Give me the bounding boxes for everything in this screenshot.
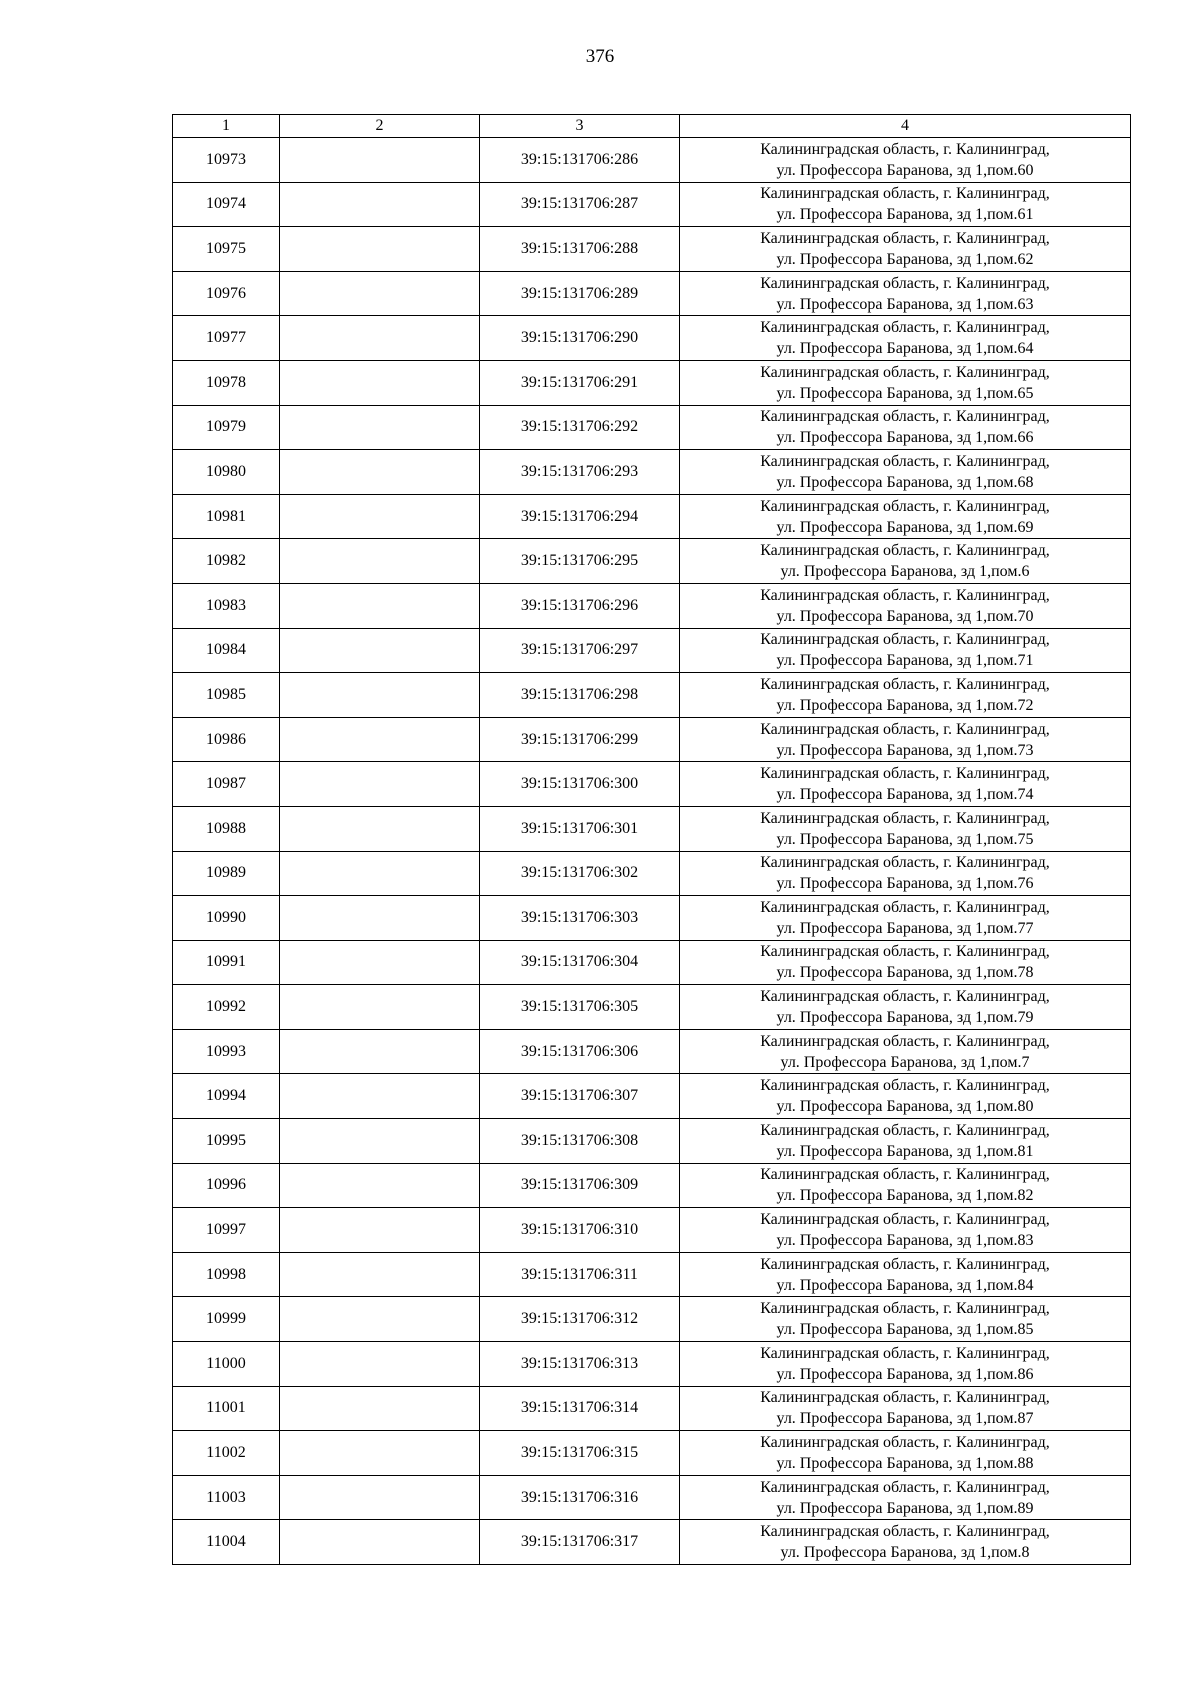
address-line-2: ул. Профессора Баранова, зд 1,пом.69 <box>776 518 1034 536</box>
address-line-2: ул. Профессора Баранова, зд 1,пом.70 <box>776 607 1034 625</box>
row-number-cell: 11002 <box>173 1431 280 1476</box>
address-cell <box>680 1163 1131 1208</box>
address-line-1: Калининградская область, г. Калининград, <box>760 542 1050 560</box>
row-number-cell: 10984 <box>173 628 280 673</box>
address-cell <box>680 940 1131 985</box>
row-number-cell: 10989 <box>173 851 280 896</box>
address-line-1: Калининградская область, г. Калининград, <box>760 140 1050 158</box>
cadastral-number-cell: 39:15:131706:299 <box>480 717 680 762</box>
address-line-2: ул. Профессора Баранова, зд 1,пом.72 <box>776 696 1034 714</box>
address-line-1: Калининградская область, г. Калининград, <box>760 720 1050 738</box>
address-line-2: ул. Профессора Баранова, зд 1,пом.78 <box>776 964 1034 982</box>
address-line-1: Калининградская область, г. Калининград, <box>760 229 1050 247</box>
address-line-2: ул. Профессора Баранова, зд 1,пом.64 <box>776 340 1034 358</box>
cadastral-number-cell: 39:15:131706:311 <box>480 1252 680 1297</box>
cadastral-number-cell: 39:15:131706:309 <box>480 1163 680 1208</box>
address-cell <box>680 1252 1131 1297</box>
cadastral-number-cell: 39:15:131706:294 <box>480 494 680 539</box>
cadastral-number-cell: 39:15:131706:310 <box>480 1208 680 1253</box>
table-row <box>173 896 1131 941</box>
row-number-cell: 10996 <box>173 1163 280 1208</box>
table-row <box>173 851 1131 896</box>
address-cell <box>680 316 1131 361</box>
column-2-cell <box>280 806 480 851</box>
table-row <box>173 940 1131 985</box>
row-number-cell: 10987 <box>173 762 280 807</box>
registry-table <box>172 114 1131 1565</box>
address-line-1: Калининградская область, г. Калининград, <box>760 1255 1050 1273</box>
address-cell <box>680 271 1131 316</box>
row-number-cell: 10999 <box>173 1297 280 1342</box>
row-number-cell: 10982 <box>173 539 280 584</box>
address-line-1: Калининградская область, г. Калининград, <box>760 1478 1050 1496</box>
table-row <box>173 628 1131 673</box>
address-line-2: ул. Профессора Баранова, зд 1,пом.60 <box>776 161 1034 179</box>
cadastral-number-cell: 39:15:131706:317 <box>480 1520 680 1565</box>
column-header-3: 3 <box>480 115 680 138</box>
column-2-cell <box>280 1520 480 1565</box>
address-line-2: ул. Профессора Баранова, зд 1,пом.74 <box>776 786 1034 804</box>
address-line-2: ул. Профессора Баранова, зд 1,пом.80 <box>776 1098 1034 1116</box>
row-number-cell: 10974 <box>173 182 280 227</box>
cadastral-number-cell: 39:15:131706:286 <box>480 138 680 183</box>
cadastral-number-cell: 39:15:131706:288 <box>480 227 680 272</box>
column-2-cell <box>280 1252 480 1297</box>
address-cell <box>680 138 1131 183</box>
cadastral-number-cell: 39:15:131706:297 <box>480 628 680 673</box>
address-cell <box>680 673 1131 718</box>
row-number-cell: 11001 <box>173 1386 280 1431</box>
column-2-cell <box>280 450 480 495</box>
cadastral-number-cell: 39:15:131706:289 <box>480 271 680 316</box>
address-line-2: ул. Профессора Баранова, зд 1,пом.62 <box>776 250 1034 268</box>
address-line-2: ул. Профессора Баранова, зд 1,пом.65 <box>776 384 1034 402</box>
column-2-cell <box>280 717 480 762</box>
table-row <box>173 405 1131 450</box>
table-row <box>173 360 1131 405</box>
table-row <box>173 717 1131 762</box>
address-cell <box>680 985 1131 1030</box>
column-2-cell <box>280 539 480 584</box>
address-line-2: ул. Профессора Баранова, зд 1,пом.89 <box>776 1499 1034 1517</box>
table-row <box>173 1252 1131 1297</box>
address-cell <box>680 806 1131 851</box>
table-row <box>173 1163 1131 1208</box>
address-cell <box>680 1208 1131 1253</box>
row-number-cell: 11004 <box>173 1520 280 1565</box>
row-number-cell: 10994 <box>173 1074 280 1119</box>
table-row <box>173 1431 1131 1476</box>
address-cell <box>680 717 1131 762</box>
address-line-2: ул. Профессора Баранова, зд 1,пом.6 <box>780 563 1030 581</box>
address-line-2: ул. Профессора Баранова, зд 1,пом.7 <box>780 1053 1030 1071</box>
column-2-cell <box>280 1475 480 1520</box>
cadastral-number-cell: 39:15:131706:313 <box>480 1342 680 1387</box>
address-line-2: ул. Профессора Баранова, зд 1,пом.86 <box>776 1365 1034 1383</box>
address-line-1: Калининградская область, г. Калининград, <box>760 675 1050 693</box>
cadastral-number-cell: 39:15:131706:304 <box>480 940 680 985</box>
address-cell <box>680 851 1131 896</box>
cadastral-number-cell: 39:15:131706:308 <box>480 1119 680 1164</box>
table-row <box>173 1520 1131 1565</box>
address-line-1: Калининградская область, г. Калининград, <box>760 274 1050 292</box>
address-line-2: ул. Профессора Баранова, зд 1,пом.61 <box>776 206 1034 224</box>
row-number-cell: 10976 <box>173 271 280 316</box>
cadastral-number-cell: 39:15:131706:292 <box>480 405 680 450</box>
address-line-1: Калининградская область, г. Калининград, <box>760 854 1050 872</box>
row-number-cell: 10992 <box>173 985 280 1030</box>
cadastral-number-cell: 39:15:131706:307 <box>480 1074 680 1119</box>
table-row <box>173 1074 1131 1119</box>
address-cell <box>680 1342 1131 1387</box>
address-line-1: Калининградская область, г. Калининград, <box>760 1211 1050 1229</box>
cadastral-number-cell: 39:15:131706:314 <box>480 1386 680 1431</box>
address-line-2: ул. Профессора Баранова, зд 1,пом.71 <box>776 652 1034 670</box>
address-line-1: Калининградская область, г. Калининград, <box>760 185 1050 203</box>
address-line-2: ул. Профессора Баранова, зд 1,пом.85 <box>776 1321 1034 1339</box>
column-header-2: 2 <box>280 115 480 138</box>
table-row <box>173 227 1131 272</box>
row-number-cell: 10995 <box>173 1119 280 1164</box>
cadastral-number-cell: 39:15:131706:300 <box>480 762 680 807</box>
address-cell <box>680 1119 1131 1164</box>
row-number-cell: 10975 <box>173 227 280 272</box>
column-header-1: 1 <box>173 115 280 138</box>
row-number-cell: 10986 <box>173 717 280 762</box>
address-line-2: ул. Профессора Баранова, зд 1,пом.79 <box>776 1009 1034 1027</box>
address-line-2: ул. Профессора Баранова, зд 1,пом.75 <box>776 830 1034 848</box>
table-row <box>173 673 1131 718</box>
cadastral-number-cell: 39:15:131706:293 <box>480 450 680 495</box>
address-line-1: Калининградская область, г. Калининград, <box>760 943 1050 961</box>
column-2-cell <box>280 851 480 896</box>
address-line-1: Калининградская область, г. Калининград, <box>760 898 1050 916</box>
address-line-1: Калининградская область, г. Калининград, <box>760 1523 1050 1541</box>
address-cell <box>680 1297 1131 1342</box>
cadastral-number-cell: 39:15:131706:302 <box>480 851 680 896</box>
address-line-2: ул. Профессора Баранова, зд 1,пом.8 <box>780 1544 1030 1562</box>
column-2-cell <box>280 762 480 807</box>
cadastral-number-cell: 39:15:131706:291 <box>480 360 680 405</box>
row-number-cell: 10977 <box>173 316 280 361</box>
address-line-1: Калининградская область, г. Калининград, <box>760 809 1050 827</box>
column-2-cell <box>280 628 480 673</box>
address-cell <box>680 360 1131 405</box>
table-row <box>173 1386 1131 1431</box>
address-line-1: Калининградская область, г. Калининград, <box>760 363 1050 381</box>
row-number-cell: 11003 <box>173 1475 280 1520</box>
column-2-cell <box>280 583 480 628</box>
row-number-cell: 10978 <box>173 360 280 405</box>
table-row <box>173 1029 1131 1074</box>
row-number-cell: 10990 <box>173 896 280 941</box>
table-row <box>173 271 1131 316</box>
address-line-1: Калининградская область, г. Калининград, <box>760 1032 1050 1050</box>
column-2-cell <box>280 1208 480 1253</box>
column-2-cell <box>280 1119 480 1164</box>
column-2-cell <box>280 494 480 539</box>
column-header-4: 4 <box>680 115 1131 138</box>
column-2-cell <box>280 1074 480 1119</box>
row-number-cell: 10983 <box>173 583 280 628</box>
address-line-1: Калининградская область, г. Калининград, <box>760 988 1050 1006</box>
address-line-1: Калининградская область, г. Калининград, <box>760 497 1050 515</box>
address-line-1: Калининградская область, г. Калининград, <box>760 586 1050 604</box>
column-2-cell <box>280 1029 480 1074</box>
address-cell <box>680 762 1131 807</box>
address-line-1: Калининградская область, г. Калининград, <box>760 1300 1050 1318</box>
column-2-cell <box>280 271 480 316</box>
column-2-cell <box>280 360 480 405</box>
address-line-1: Калининградская область, г. Калининград, <box>760 452 1050 470</box>
column-2-cell <box>280 316 480 361</box>
table-row <box>173 494 1131 539</box>
address-cell <box>680 1074 1131 1119</box>
column-2-cell <box>280 1431 480 1476</box>
address-line-1: Калининградская область, г. Калининград, <box>760 631 1050 649</box>
column-2-cell <box>280 896 480 941</box>
address-line-1: Калининградская область, г. Калининград, <box>760 319 1050 337</box>
column-2-cell <box>280 405 480 450</box>
row-number-cell: 10973 <box>173 138 280 183</box>
column-2-cell <box>280 985 480 1030</box>
row-number-cell: 10979 <box>173 405 280 450</box>
cadastral-number-cell: 39:15:131706:306 <box>480 1029 680 1074</box>
table-row <box>173 1342 1131 1387</box>
address-cell <box>680 1386 1131 1431</box>
address-line-1: Калининградская область, г. Калининград, <box>760 1389 1050 1407</box>
address-line-2: ул. Профессора Баранова, зд 1,пом.83 <box>776 1232 1034 1250</box>
column-2-cell <box>280 1342 480 1387</box>
cadastral-number-cell: 39:15:131706:305 <box>480 985 680 1030</box>
row-number-cell: 10980 <box>173 450 280 495</box>
cadastral-number-cell: 39:15:131706:316 <box>480 1475 680 1520</box>
row-number-cell: 11000 <box>173 1342 280 1387</box>
table-row <box>173 138 1131 183</box>
address-line-2: ул. Профессора Баранова, зд 1,пом.84 <box>776 1276 1034 1294</box>
address-line-1: Калининградская область, г. Калининград, <box>760 1121 1050 1139</box>
page-number: 376 <box>585 46 615 67</box>
address-cell <box>680 1029 1131 1074</box>
header-row <box>173 115 1131 138</box>
address-line-1: Калининградская область, г. Калининград, <box>760 1166 1050 1184</box>
table-row <box>173 1475 1131 1520</box>
row-number-cell: 10988 <box>173 806 280 851</box>
row-number-cell: 10991 <box>173 940 280 985</box>
address-line-1: Калининградская область, г. Калининград, <box>760 1344 1050 1362</box>
address-cell <box>680 227 1131 272</box>
row-number-cell: 10998 <box>173 1252 280 1297</box>
cadastral-number-cell: 39:15:131706:312 <box>480 1297 680 1342</box>
address-cell <box>680 1475 1131 1520</box>
column-2-cell <box>280 1163 480 1208</box>
row-number-cell: 10993 <box>173 1029 280 1074</box>
address-line-2: ул. Профессора Баранова, зд 1,пом.88 <box>776 1455 1034 1473</box>
cadastral-number-cell: 39:15:131706:301 <box>480 806 680 851</box>
table-row <box>173 316 1131 361</box>
address-line-2: ул. Профессора Баранова, зд 1,пом.63 <box>776 295 1034 313</box>
address-line-2: ул. Профессора Баранова, зд 1,пом.77 <box>776 919 1034 937</box>
address-line-1: Калининградская область, г. Калининград, <box>760 1077 1050 1095</box>
column-2-cell <box>280 182 480 227</box>
column-2-cell <box>280 227 480 272</box>
column-2-cell <box>280 673 480 718</box>
cadastral-number-cell: 39:15:131706:295 <box>480 539 680 584</box>
cadastral-number-cell: 39:15:131706:298 <box>480 673 680 718</box>
address-cell <box>680 450 1131 495</box>
address-line-2: ул. Профессора Баранова, зд 1,пом.68 <box>776 473 1034 491</box>
table-row <box>173 1119 1131 1164</box>
address-line-2: ул. Профессора Баранова, зд 1,пом.81 <box>776 1142 1034 1160</box>
column-2-cell <box>280 138 480 183</box>
table-header <box>173 115 1131 138</box>
address-cell <box>680 1431 1131 1476</box>
cadastral-number-cell: 39:15:131706:290 <box>480 316 680 361</box>
table-row <box>173 762 1131 807</box>
row-number-cell: 10985 <box>173 673 280 718</box>
address-cell <box>680 583 1131 628</box>
address-line-1: Калининградская область, г. Калининград, <box>760 1434 1050 1452</box>
address-line-1: Калининградская область, г. Калининград, <box>760 765 1050 783</box>
table-row <box>173 806 1131 851</box>
table-row <box>173 450 1131 495</box>
address-cell <box>680 405 1131 450</box>
address-line-2: ул. Профессора Баранова, зд 1,пом.73 <box>776 741 1034 759</box>
cadastral-number-cell: 39:15:131706:303 <box>480 896 680 941</box>
row-number-cell: 10997 <box>173 1208 280 1253</box>
table-body <box>173 138 1131 1565</box>
table-row <box>173 985 1131 1030</box>
cadastral-number-cell: 39:15:131706:315 <box>480 1431 680 1476</box>
column-2-cell <box>280 1386 480 1431</box>
address-cell <box>680 1520 1131 1565</box>
cadastral-number-cell: 39:15:131706:287 <box>480 182 680 227</box>
table-row <box>173 539 1131 584</box>
table-row <box>173 182 1131 227</box>
column-2-cell <box>280 940 480 985</box>
address-line-1: Калининградская область, г. Калининград, <box>760 408 1050 426</box>
address-cell <box>680 628 1131 673</box>
table-row <box>173 1297 1131 1342</box>
address-line-2: ул. Профессора Баранова, зд 1,пом.76 <box>776 875 1034 893</box>
address-line-2: ул. Профессора Баранова, зд 1,пом.87 <box>776 1410 1034 1428</box>
address-line-2: ул. Профессора Баранова, зд 1,пом.82 <box>776 1187 1034 1205</box>
table-row <box>173 1208 1131 1253</box>
column-2-cell <box>280 1297 480 1342</box>
address-cell <box>680 182 1131 227</box>
cadastral-number-cell: 39:15:131706:296 <box>480 583 680 628</box>
address-line-2: ул. Профессора Баранова, зд 1,пом.66 <box>776 429 1034 447</box>
address-cell <box>680 494 1131 539</box>
row-number-cell: 10981 <box>173 494 280 539</box>
address-cell <box>680 896 1131 941</box>
address-cell <box>680 539 1131 584</box>
table-row <box>173 583 1131 628</box>
